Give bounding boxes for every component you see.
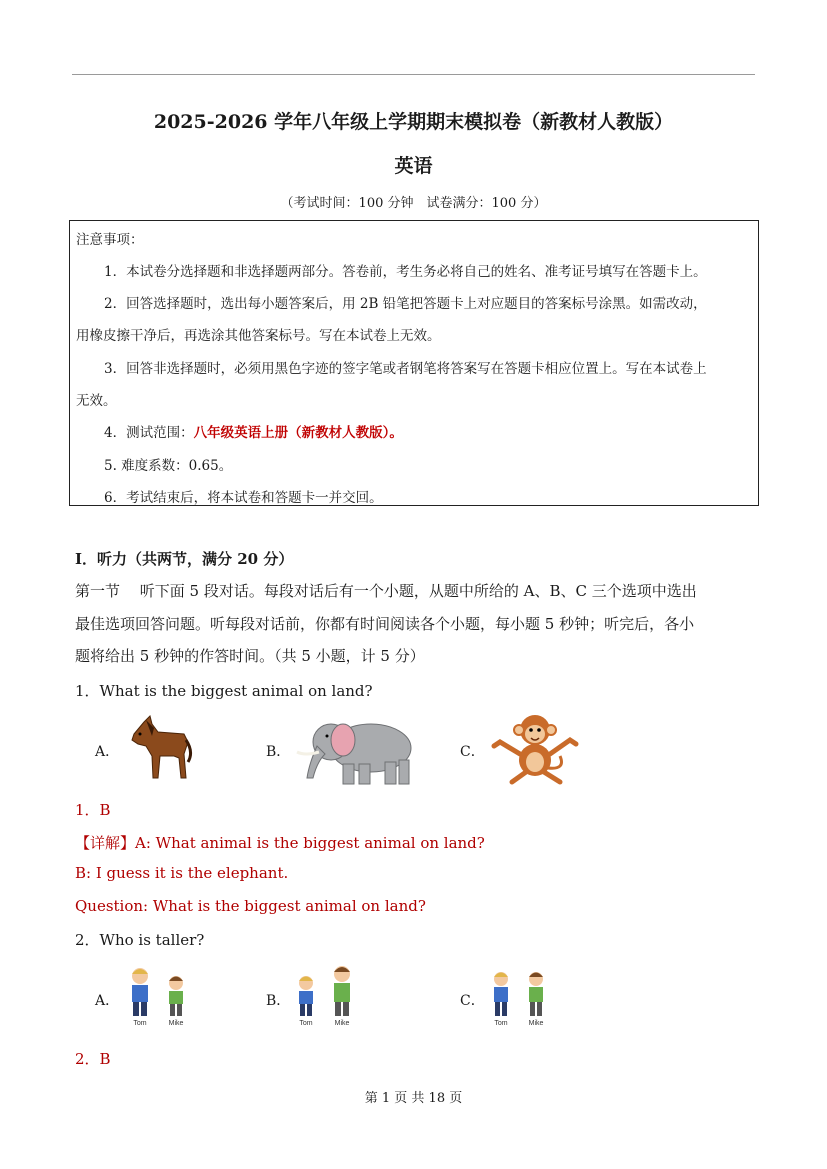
tom-mike-image-b xyxy=(292,964,362,1028)
q1-detail-line-2: B: I guess it is the elephant. xyxy=(75,864,289,882)
subject-title: 英语 xyxy=(394,155,433,177)
section-intro-line-2: 最佳选项回答问题。听每段对话前，你都有时间阅读各个小题，每小题 5 秒钟；听完后，各小 xyxy=(75,615,695,633)
tom-name-label-a: Tom xyxy=(133,1020,147,1027)
exam-info: （考试时间：100 分钟 试卷满分：100 分） xyxy=(280,196,547,211)
notice-item-5: 5. 难度系数：0.65。 xyxy=(104,458,233,474)
notice-heading: 注意事项： xyxy=(76,232,144,248)
mike-name-label-b: Mike xyxy=(334,1020,350,1027)
section-intro-line-3: 题将给出 5 秒钟的作答时间。（共 5 小题，计 5 分） xyxy=(75,647,425,665)
mike-name-label-c: Mike xyxy=(528,1020,544,1027)
q1-option-c-label: C． xyxy=(460,744,485,760)
page-title: 2025-2026 学年八年级上学期期末模拟卷（新教材人教版） xyxy=(153,111,674,133)
tom-name-label-b: Tom xyxy=(299,1020,313,1027)
q2-option-a-label: A． xyxy=(95,993,120,1009)
notice-item-4 xyxy=(104,421,403,441)
test-scope-highlight: 八年级英语上册（新教材人教版）。 xyxy=(193,425,403,441)
section-intro-line-1: 第一节 听下面 5 段对话。每段对话后有一个小题，从题中所给的 A、B、C 三个选项中选出 xyxy=(75,582,697,600)
notice-item-2-cont: 用橡皮擦干净后，再选涂其他答案标号。写在本试卷上无效。 xyxy=(76,328,441,344)
q2-option-b-label: B． xyxy=(266,993,291,1009)
q2-answer: 2．B xyxy=(75,1050,111,1068)
detail-tag: 【详解】 xyxy=(75,834,136,852)
notice-item-3-cont: 无效。 xyxy=(76,393,117,409)
section-heading: I．听力（共两节，满分 20 分） xyxy=(75,550,294,568)
notice-item-2: 2．回答选择题时，选出每小题答案后，用 2B 铅笔把答题卡上对应题目的答案标号涂黑。如需改动， xyxy=(104,296,707,312)
q1-detail-line-3: Question: What is the biggest animal on land? xyxy=(75,897,426,915)
page-footer: 第 1 页 共 18 页 xyxy=(364,1091,463,1106)
q1-option-a-label: A． xyxy=(95,744,120,760)
notice-item-4-prefix: 4．测试范围： xyxy=(104,425,194,441)
q1-answer: 1．B xyxy=(75,801,111,819)
monkey-image xyxy=(490,710,580,785)
notice-item-1: 1．本试卷分选择题和非选择题两部分。答卷前，考生务必将自己的姓名、准考证号填写在答题卡上。 xyxy=(104,264,707,280)
top-rule xyxy=(72,74,755,75)
mike-name-label-a: Mike xyxy=(168,1020,184,1027)
question-1: 1．What is the biggest animal on land? xyxy=(75,682,373,700)
tom-name-label-c: Tom xyxy=(494,1020,508,1027)
q1-detail xyxy=(75,832,485,853)
elephant-image xyxy=(293,712,419,787)
notice-item-3: 3．回答非选择题时，必须用黑色字迹的签字笔或者钢笔将答案写在答题卡相应位置上。写在本试卷上 xyxy=(104,361,707,377)
q1-option-b-label: B． xyxy=(266,744,291,760)
q1-detail-line-1: A: What animal is the biggest animal on land? xyxy=(135,834,485,852)
question-2: 2．Who is taller? xyxy=(75,931,205,949)
horse-image xyxy=(124,712,194,787)
q2-option-c-label: C． xyxy=(460,993,485,1009)
tom-mike-image-a xyxy=(124,964,194,1028)
tom-mike-image-c xyxy=(486,964,556,1028)
notice-item-6: 6．考试结束后，将本试卷和答题卡一并交回。 xyxy=(104,490,383,506)
notice-box xyxy=(69,220,759,506)
